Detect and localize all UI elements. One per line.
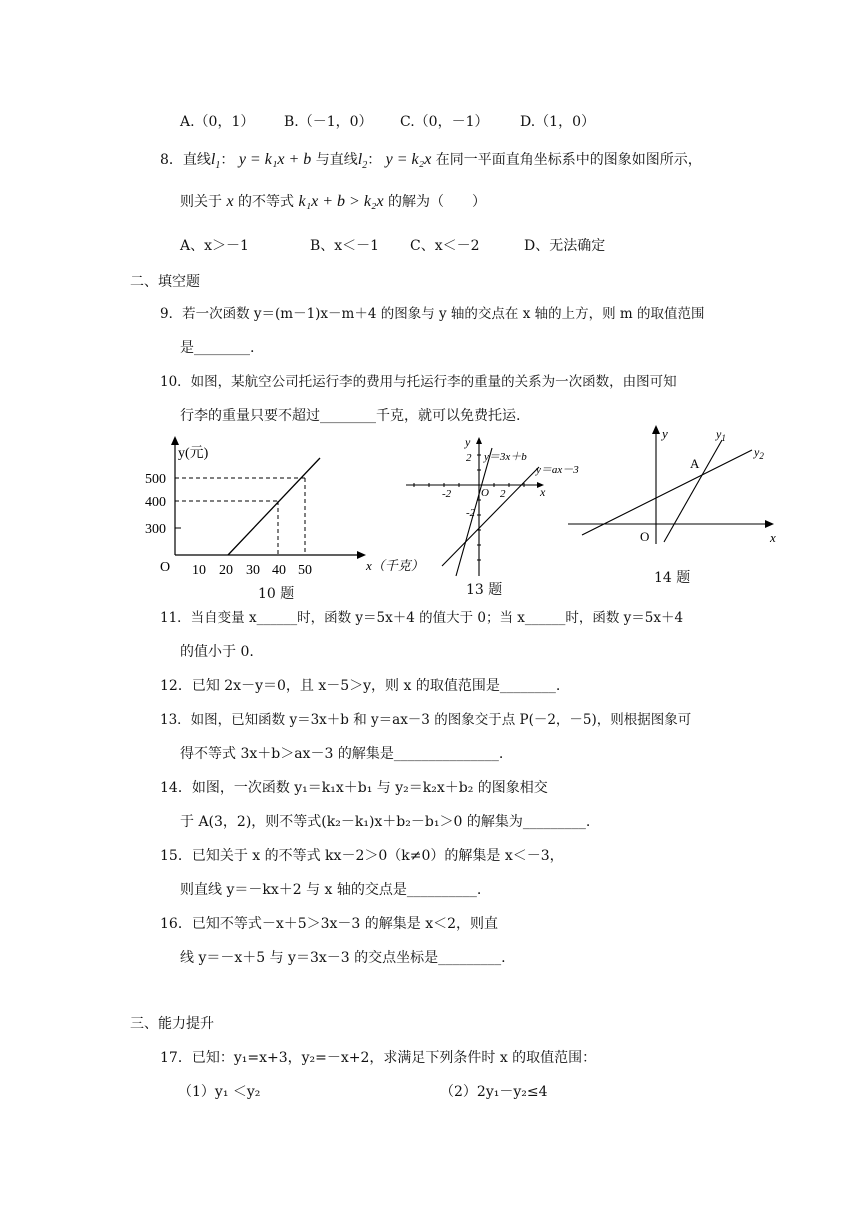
figure-14 bbox=[562, 420, 784, 550]
q8-line2-mid: 的不等式 bbox=[238, 194, 295, 210]
fig14-y-label: y bbox=[662, 426, 668, 441]
q15-line1: 15．已知关于 x 的不等式 kx－2＞0（k≠0）的解集是 x＜－3， bbox=[160, 848, 564, 864]
fig10-x-arrow bbox=[357, 551, 366, 559]
q8-xvar: x bbox=[226, 193, 234, 210]
q7-options bbox=[180, 112, 780, 132]
fig14-x-arrow bbox=[765, 520, 774, 528]
fig10-xtick-50: 50 bbox=[298, 563, 312, 578]
fig10-ytick-400: 400 bbox=[145, 495, 166, 510]
figure-10 bbox=[140, 430, 440, 580]
q8-option-c: C、x＜－2 bbox=[410, 238, 480, 254]
q7-option-b: B.（－1，0） bbox=[284, 114, 373, 130]
fig10-line bbox=[228, 458, 320, 555]
fig13-line-ax-3 bbox=[442, 467, 539, 566]
q17-part2: （2）2y₁－y₂≤4 bbox=[440, 1084, 548, 1100]
q8-l1: $l_1$ bbox=[210, 151, 221, 172]
fig10-y-label: y(元) bbox=[178, 446, 209, 461]
q8-inequality: k₁x + b > k₂x bbox=[298, 193, 384, 210]
q11-line2: 的值小于 0. bbox=[180, 644, 254, 660]
fig10-xtick-30: 30 bbox=[246, 563, 260, 578]
fig10-y-arrow bbox=[171, 436, 179, 445]
fig14-point-a: A bbox=[690, 456, 700, 471]
fig10-origin: O bbox=[160, 560, 171, 575]
q16-line1: 16．已知不等式－x＋5＞3x－3 的解集是 x＜2，则直 bbox=[160, 916, 499, 932]
fig10-xtick-20: 20 bbox=[219, 563, 233, 578]
fig10-xtick-40: 40 bbox=[272, 563, 286, 578]
fig10-caption: 10 题 bbox=[258, 586, 295, 602]
q8-colon2: ： bbox=[367, 152, 382, 168]
q16-line2: 线 y＝－x＋5 与 y＝3x－3 的交点坐标是_________. bbox=[180, 950, 506, 966]
fig13-origin: O bbox=[481, 487, 489, 499]
q14-line1: 14．如图，一次函数 y₁＝k₁x＋b₁ 与 y₂＝k₂x＋b₂ 的图象相交 bbox=[160, 780, 548, 796]
q8-eq2: y = k₂x bbox=[385, 151, 432, 168]
fig13-ytick-m2: -2 bbox=[466, 507, 476, 519]
fig10-ytick-300: 300 bbox=[145, 522, 166, 537]
fig14-y1-label: $y_1$ bbox=[716, 427, 726, 443]
fig14-x-label: x bbox=[770, 530, 776, 545]
figure-13 bbox=[404, 434, 579, 584]
section2-title: 二、填空题 bbox=[130, 274, 200, 290]
q8-options bbox=[180, 236, 605, 256]
q8-line1 bbox=[160, 150, 702, 176]
q8-eq1: y = k₁x + b bbox=[238, 151, 312, 168]
q9-line1: 9．若一次函数 y＝(m－1)x－m＋4 的图象与 y 轴的交点在 x 轴的上方，则 m 的取值范围 bbox=[160, 306, 705, 322]
q13-line2: 得不等式 3x＋b＞ax－3 的解集是_______________. bbox=[180, 746, 504, 762]
fig13-x-label: x bbox=[540, 485, 546, 499]
fig14-y-arrow bbox=[652, 425, 660, 434]
q17-part1: （1）y₁ ＜y₂ bbox=[178, 1084, 261, 1100]
fig13-xtick-m2: -2 bbox=[442, 488, 452, 500]
q17-line1: 17．已知：y₁=x+3，y₂=－x+2，求满足下列条件时 x 的取值范围： bbox=[160, 1050, 597, 1066]
fig13-ytick-2: 2 bbox=[466, 452, 472, 464]
q10-line1: 10．如图，某航空公司托运行李的费用与托运行李的重量的关系为一次函数，由图可知 bbox=[160, 374, 677, 390]
q7-option-d: D.（1，0） bbox=[520, 114, 595, 130]
q7-option-a: A.（0，1） bbox=[180, 114, 255, 130]
q15-line2: 则直线 y＝－kx＋2 与 x 轴的交点是__________. bbox=[180, 882, 482, 898]
q14-line2: 于 A(3，2)，则不等式(k₂－k₁)x＋b₂－b₁＞0 的解集为_________. bbox=[180, 814, 591, 830]
fig14-line-y2 bbox=[582, 450, 752, 535]
q8-line2 bbox=[180, 192, 486, 212]
fig14-caption: 14 题 bbox=[654, 570, 691, 586]
fig13-y-arrow bbox=[476, 437, 482, 444]
q8-line2-suffix: 的解为（ ） bbox=[388, 194, 487, 210]
q8-mid: 与直线 bbox=[315, 152, 358, 168]
fig13-caption: 13 题 bbox=[466, 582, 503, 598]
q10-line2: 行李的重量只要不超过________千克，就可以免费托运. bbox=[180, 408, 521, 424]
fig14-origin: O bbox=[640, 529, 650, 544]
q8-colon: ： bbox=[220, 152, 235, 168]
q9-line2: 是________. bbox=[180, 340, 255, 356]
fig10-ytick-500: 500 bbox=[145, 472, 166, 487]
q7-option-c: C.（0，－1） bbox=[400, 114, 489, 130]
q8-text: 8．直线 bbox=[160, 152, 211, 168]
fig13-y-label: y bbox=[465, 435, 471, 449]
fig10-x-label: x（千克） bbox=[366, 558, 424, 573]
q8-option-a: A、x＞－1 bbox=[180, 238, 249, 254]
fig14-y2-label: $y_2$ bbox=[754, 445, 764, 461]
q13-line1: 13．如图，已知函数 y＝3x＋b 和 y＝ax－3 的图象交于点 P(－2，－5)，则根据图象可 bbox=[160, 712, 692, 728]
q8-suffix: 在同一平面直角坐标系中的图象如图所示， bbox=[435, 152, 702, 168]
q8-option-b: B、x＜－1 bbox=[310, 238, 380, 254]
fig13-line2-label: y＝ax－3 bbox=[536, 464, 579, 476]
section3-title: 三、能力提升 bbox=[130, 1016, 214, 1032]
fig13-line1-label: y＝3x＋b bbox=[484, 451, 527, 463]
fig13-xtick-2: 2 bbox=[500, 488, 506, 500]
q8-l2: $l_2$ bbox=[357, 151, 368, 172]
fig10-xtick-10: 10 bbox=[192, 563, 206, 578]
q11-line1: 11．当自变量 x______时，函数 y＝5x＋4 的值大于 0；当 x______时，函数 y＝5x＋4 bbox=[160, 610, 684, 626]
q8-line2-prefix: 则关于 bbox=[180, 194, 222, 210]
q12: 12．已知 2x－y＝0，且 x－5＞y，则 x 的取值范围是________. bbox=[160, 678, 561, 694]
q8-option-d: D、无法确定 bbox=[524, 238, 606, 254]
